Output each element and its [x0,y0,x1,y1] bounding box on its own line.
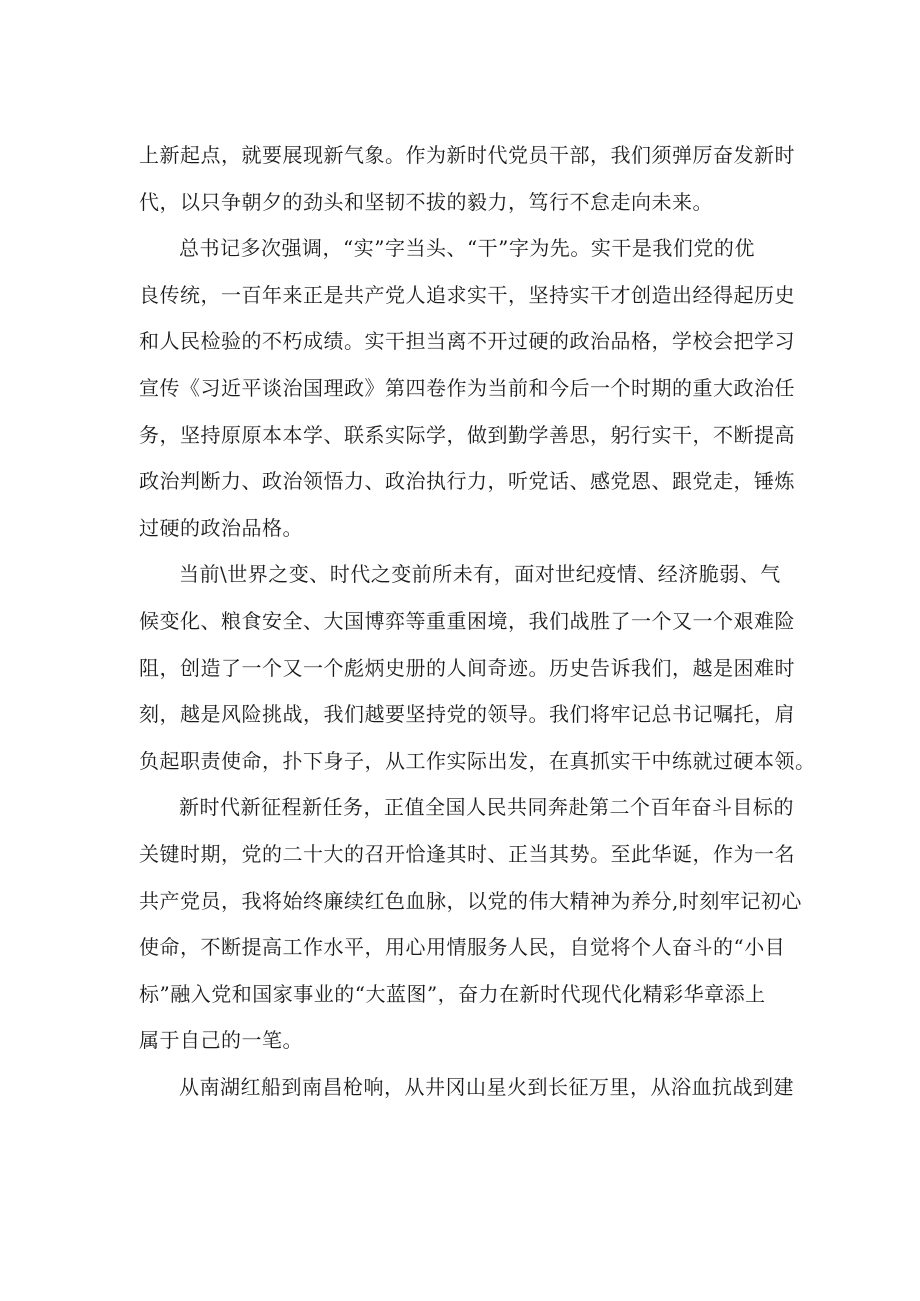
text-line: 代，以只争朝夕的劲头和坚韧不拔的毅力，笃行不怠走向未来。 [139,189,713,214]
paragraph [139,1064,799,1111]
text-line: 阻，创造了一个又一个彪炳史册的人间奇迹。历史告诉我们，越是困难时 [139,655,795,680]
text-line: 上新起点，就要展现新气象。作为新时代党员干部，我们须弹厉奋发新时 [139,143,795,167]
paragraph [139,132,799,225]
text-line: 良传统，一百年来正是共产党人追求实干，坚持实干才创造出经得起历史 [139,282,795,307]
text-line: 过硬的政治品格。 [139,515,303,540]
text-line: 当前\世界之变、时代之变前所未有，面对世纪疫情、经济脆弱、气 [179,562,781,587]
text-line: 总书记多次强调，“实”字当头、“干”字为先。实干是我们党的优 [179,236,755,261]
text-line: 政治判断力、政治领悟力、政治执行力，听党话、感党恩、跟党走，锤炼 [139,469,795,494]
text-line: 新时代新征程新任务，正值全国人民共同奔赴第二个百年奋斗目标的 [179,795,794,820]
text-line: 宣传《习近平谈治国理政》第四卷作为当前和今后一个时期的重大政治任 [139,375,795,400]
text-line: 候变化、粮食安全、大国博弈等重重困境，我们战胜了一个又一个艰难险 [139,608,795,633]
paragraph [139,784,802,1064]
text-line: 共产党员，我将始终廉续红色血脉，以党的伟大精神为养分,时刻牢记初心 [139,888,802,913]
text-line: 从南湖红船到南昌枪响，从井冈山星火到长征万里，从浴血抗战到建 [179,1074,794,1099]
text-line: 使命，不断提高工作水平，用心用情服务人民，自觉将个人奋斗的“小目 [139,935,786,960]
text-line: 负起职责使命，扑下身子，从工作实际出发，在真抓实干中练就过硬本领。 [139,748,816,773]
text-line: 标”融入党和国家事业的“大蓝图”，奋力在新时代现代化精彩华章添上 [139,981,766,1006]
text-line: 属于自己的一笔。 [139,1028,303,1053]
document-body [139,132,816,1110]
text-line: 关键时期，党的二十大的召开恰逢其时、正当其势。至此华诞，作为一名 [139,841,795,866]
paragraph [139,225,799,551]
paragraph [139,551,816,784]
text-line: 和人民检验的不朽成绩。实干担当离不开过硬的政治品格，学校会把学习 [139,329,795,354]
text-line: 务，坚持原原本本学、联系实际学，做到勤学善思，躬行实干，不断提高 [139,422,795,447]
text-line: 刻，越是风险挑战，我们越要坚持党的领导。我们将牢记总书记嘱托，肩 [139,702,795,727]
